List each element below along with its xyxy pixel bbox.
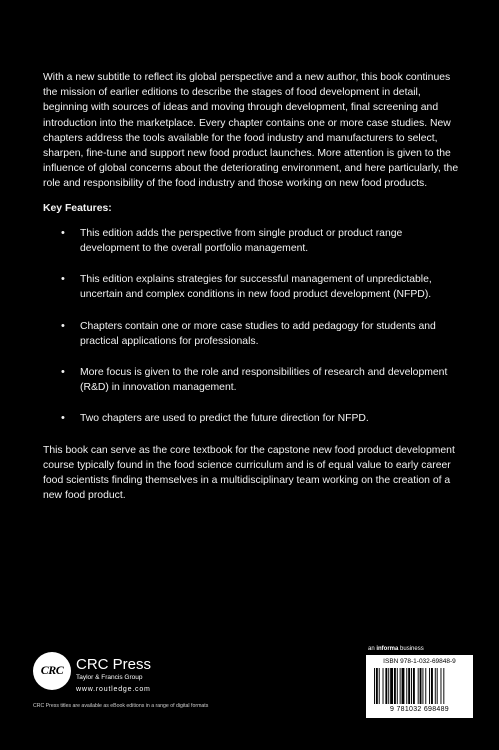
intro-paragraph: With a new subtitle to reflect its global perspective and a new author, this book continues the mission of earlier editions to describe the stages of food development in detail, beginning with sources of ideas and moving through development, final screening and introduction into the marketplace. Every chapter contains one or more case studies. New chapters address the tools available for the food industry and manufacturers to select, sharpen, fine-tune and support new food product launches. More attention is given to the influence of global concerns about the deteriorating environment, and here particularly, the role and responsibility of the food industry and those working on new food products. (43, 72, 459, 190)
bullet-icon: • (61, 319, 65, 332)
informa-suffix: business (398, 646, 424, 652)
bullet-icon: • (61, 412, 65, 425)
feature-item (43, 226, 463, 256)
key-features-heading: Key Features: (43, 202, 112, 214)
publisher-name: CRC Press (76, 656, 152, 673)
logo-mark: CRC (40, 663, 64, 677)
feature-text: This edition adds the perspective from single product or product range development to the overall portfolio management. (80, 227, 403, 255)
feature-item (43, 272, 463, 302)
feature-text: More focus is given to the role and responsibilities of research and development (R&D) in innovation management. (80, 367, 448, 394)
closing-paragraph: This book can serve as the core textbook for the capstone new food product development course typically found in the food science curriculum and is of equal value to early career food scientists finding themselves in a multidisciplinary team working on the creation of a new food product. (43, 444, 455, 502)
publisher-logo (33, 652, 263, 700)
informa-tagline (368, 646, 424, 652)
features-list (43, 226, 463, 427)
feature-text: Chapters contain one or more case studies to add pedagogy for students and practical applications for professionals. (80, 320, 436, 347)
feature-item (43, 411, 463, 426)
bullet-icon: • (61, 366, 65, 379)
informa-brand: informa (376, 646, 399, 652)
publisher-group: Taylor & Francis Group (76, 674, 143, 681)
bullet-icon: • (61, 273, 65, 286)
crc-logo-icon (33, 652, 71, 690)
description-column (43, 70, 463, 512)
isbn-label: ISBN 978-1-032-69848-9 (383, 658, 456, 665)
bullet-icon: • (61, 226, 65, 239)
publisher-url: www.routledge.com (76, 686, 151, 693)
feature-item (43, 319, 463, 349)
feature-text: This edition explains strategies for successful management of unpredictable, uncertain and complex conditions in new food product development (NFPD). (80, 274, 432, 301)
barcode-icon (374, 668, 467, 704)
informa-prefix: an (368, 646, 377, 652)
ebook-footnote: CRC Press titles are available as eBook editions in a range of digital formats (33, 703, 209, 709)
feature-text: Two chapters are used to predict the future direction for NFPD. (80, 413, 369, 425)
isbn-digits: 9 781032 698489 (390, 706, 449, 713)
feature-item (43, 365, 463, 395)
barcode-box (366, 655, 473, 718)
